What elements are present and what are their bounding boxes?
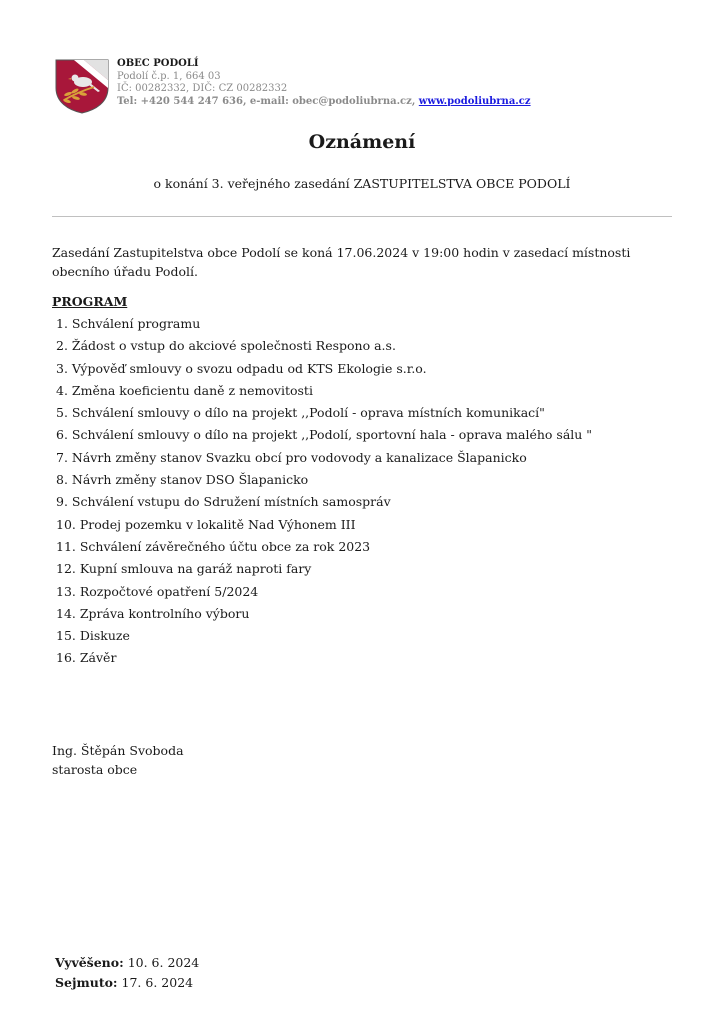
removed-date: 17. 6. 2024 [121,975,194,990]
contact-details: Tel: +420 544 247 636, e-mail: obec@podoliubrna.cz, [117,95,419,107]
removed-row [55,973,199,993]
signatory-name: Ing. Štěpán Svoboda [52,743,184,758]
page-title: Oznámení [308,131,416,153]
program-item: 13. Rozpočtové opatření 5/2024 [56,583,259,599]
program-item: 9. Schválení vstupu do Sdružení místních samospráv [56,494,391,510]
org-contact [117,96,531,109]
program-item: 1. Schválení programu [56,316,201,331]
program-item: 16. Závěr [56,650,117,666]
letterhead [54,58,674,114]
org-name: OBEC PODOLÍ [117,58,199,69]
coat-of-arms-logo [54,58,110,114]
program-list [56,314,592,671]
program-item: 4. Změna koeficientu daně z nemovitosti [56,382,313,398]
website-link[interactable]: www.podoliubrna.cz [418,95,531,107]
signatory-role: starosta obce [52,762,138,777]
posted-label: Vyvěšeno: [55,955,124,970]
program-item: 7. Návrh změny stanov Svazku obcí pro vodovody a kanalizace Šlapanicko [56,449,527,465]
program-item: 11. Schválení závěrečného účtu obce za rok 2023 [56,538,371,554]
org-address: Podolí č.p. 1, 664 03 [117,70,221,82]
removed-label: Sejmuto: [55,975,118,990]
program-item: 8. Návrh změny stanov DSO Šlapanicko [56,472,309,488]
org-ids: IČ: 00282332, DIČ: CZ 00282332 [117,83,288,94]
program-item: 14. Zpráva kontrolního výboru [56,605,250,621]
program-item: 10. Prodej pozemku v lokalitě Nad Výhonem III [56,516,356,532]
program-item: 6. Schválení smlouvy o dílo na projekt ,,Podolí, sportovní hala - oprava malého sálu " [56,427,593,443]
program-item: 15. Diskuze [56,628,130,644]
posted-date: 10. 6. 2024 [127,955,200,970]
letterhead-text [117,58,531,108]
posting-dates [55,953,199,993]
program-item: 3. Výpověď smlouvy o svozu odpadu od KTS Ekologie s.r.o. [56,360,427,376]
divider [52,216,672,217]
program-heading: PROGRAM [52,294,128,309]
signature-block [52,741,184,779]
page-subtitle: o konání 3. veřejného zasedání ZASTUPITELSTVA OBCE PODOLÍ [153,176,571,191]
posted-row [55,953,199,973]
program-item: 2. Žádost o vstup do akciové společnosti Respono a.s. [56,338,396,354]
intro-paragraph: Zasedání Zastupitelstva obce Podolí se koná 17.06.2024 v 19:00 hodin v zasedací místnosti obecního úřadu Podolí. [52,245,631,279]
program-item: 5. Schválení smlouvy o dílo na projekt ,,Podolí - oprava místních komunikací" [56,405,545,421]
program-item: 12. Kupní smlouva na garáž naproti fary [56,561,312,577]
